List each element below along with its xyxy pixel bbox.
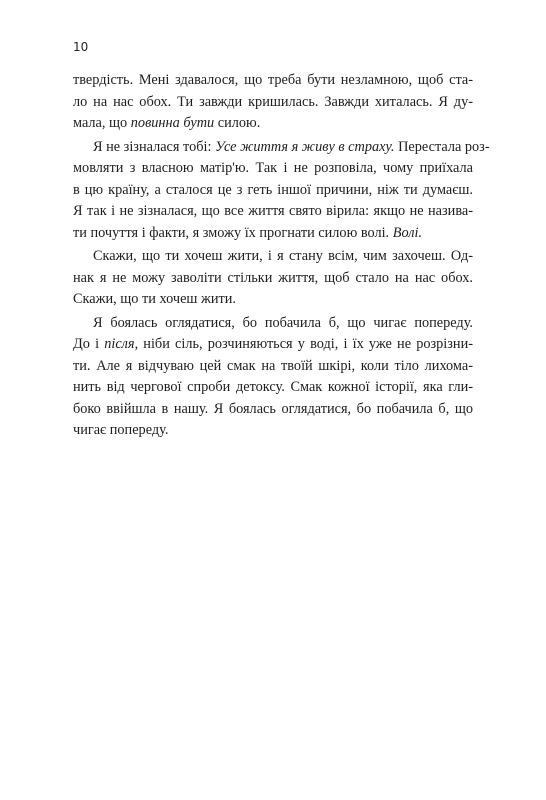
- text-line: [73, 137, 490, 159]
- text-line: мовляти з власною матір'ю. Так і не розповіла, чому приїхала: [73, 160, 473, 176]
- text-line: в цю країну, а сталося це з геть іншої причини, ніж ти думаєш.: [73, 181, 473, 198]
- text-line: чигає попереду.: [73, 422, 169, 438]
- paragraph-3: [73, 246, 473, 311]
- body-text: [73, 70, 490, 442]
- text-line: Скажи, що ти хочеш жити.: [73, 291, 236, 307]
- text-run: мала, що: [73, 115, 131, 131]
- paragraph-4: [73, 313, 473, 442]
- text-line: нить від чергової спроби детоксу. Смак кожної історії, яка гли-: [73, 379, 473, 395]
- emphasis-text: Волі.: [392, 224, 423, 241]
- text-run: Перестала роз-: [394, 138, 490, 155]
- text-run: Я не зізналася тобі:: [93, 138, 216, 155]
- text-line: боко ввійшла в нашу. Я боялась оглядатися, бо побачила б, що: [73, 400, 473, 417]
- text-line: твердість. Мені здавалося, що треба бути незламною, щоб ста-: [73, 72, 473, 88]
- emphasis-text: повинна бути: [130, 115, 215, 131]
- text-run: ти почуття і факти, я зможу їх прогнати силою волі.: [73, 224, 393, 241]
- text-line: Я так і не зізналася, що все життя свято вірила: якщо не назива-: [73, 203, 473, 219]
- text-line: [73, 334, 473, 356]
- paragraph-1: [73, 70, 473, 135]
- emphasis-text: після: [104, 336, 135, 352]
- text-run: , ніби сіль, розчиняються у воді, і їх уже не розрізни-: [134, 336, 473, 352]
- text-line: Я боялась оглядатися, бо побачила б, що чигає попереду.: [93, 314, 473, 331]
- text-line: Скажи, що ти хочеш жити, і я стану всім, чим захочеш. Од-: [93, 248, 473, 264]
- emphasis-text: Усе життя я живу в страху.: [215, 138, 395, 155]
- text-line: нак я не можу заволіти стільки життя, щоб стало на нас обох.: [73, 269, 473, 286]
- text-line: [73, 113, 473, 135]
- page-number: 10: [73, 40, 89, 54]
- text-run: силою.: [214, 115, 261, 131]
- text-line: [73, 223, 473, 245]
- text-line: ти. Але я відчуваю цей смак на твоїй шкірі, коли тіло лихома-: [73, 357, 473, 374]
- text-line: ло на нас обох. Ти завжди кришилась. Завжди хиталась. Я ду-: [73, 93, 473, 110]
- text-run: До і: [73, 336, 105, 352]
- paragraph-2: [73, 137, 490, 245]
